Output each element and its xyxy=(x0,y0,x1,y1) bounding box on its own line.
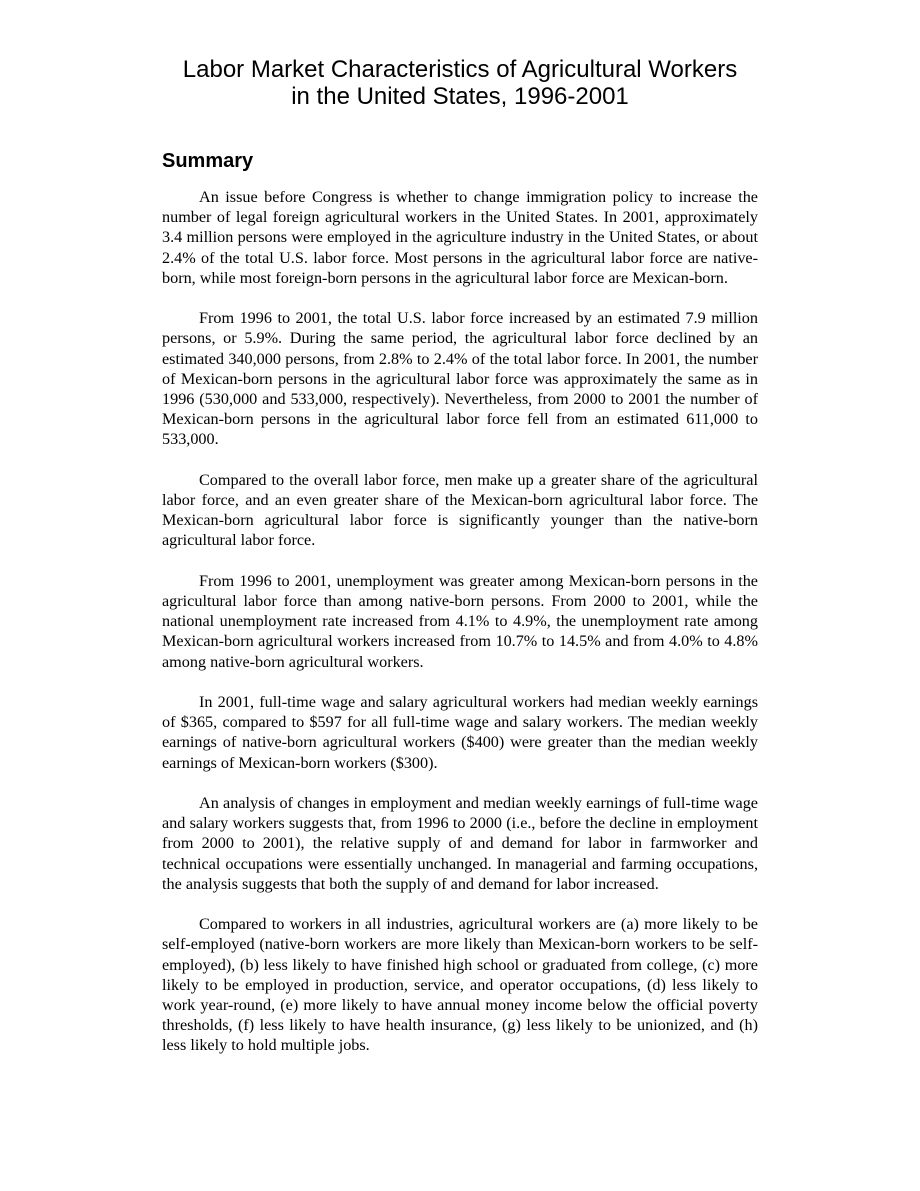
document-title-line-1: Labor Market Characteristics of Agricultural Workers xyxy=(182,56,738,83)
summary-paragraph-2: From 1996 to 2001, the total U.S. labor force increased by an estimated 7.9 million persons, or 5.9%. During the same period, the agricultural labor force declined by an estimated 340,000 persons, from 2.8% to 2.4% of the total labor force. In 2001, the number of Mexican-born persons in the agricultural labor force was approximately the same as in 1996 (530,000 and 533,000, respectively). Nevertheless, from 2000 to 2001 the number of Mexican-born persons in the agricultural labor force fell from an estimated 611,000 to 533,000. xyxy=(162,309,758,449)
document-page xyxy=(162,56,758,1076)
summary-paragraph-5: In 2001, full-time wage and salary agricultural workers had median weekly earnings of $365, compared to $597 for all full-time wage and salary workers. The median weekly earnings of native-born agricultural workers ($400) were greater than the median weekly earnings of Mexican-born workers ($300). xyxy=(162,693,758,772)
summary-paragraph-7: Compared to workers in all industries, agricultural workers are (a) more likely to be self-employed (native-born workers are more likely than Mexican-born workers to be self-employed), (b) less likely to have finished high school or graduated from college, (c) more likely to be employed in production, service, and operator occupations, (d) less likely to work year-round, (e) more likely to have annual money income below the official poverty thresholds, (f) less likely to have health insurance, (g) less likely to be unionized, and (h) less likely to hold multiple jobs. xyxy=(162,915,758,1055)
summary-paragraph-6: An analysis of changes in employment and median weekly earnings of full-time wage and salary workers suggests that, from 1996 to 2000 (i.e., before the decline in employment from 2000 to 2001), the relative supply of and demand for labor in farmworker and technical occupations were essentially unchanged. In managerial and farming occupations, the analysis suggests that both the supply of and demand for labor increased. xyxy=(162,794,758,893)
section-heading-summary: Summary xyxy=(162,150,254,172)
document-title-line-2: in the United States, 1996-2001 xyxy=(291,83,629,110)
summary-paragraph-1: An issue before Congress is whether to change immigration policy to increase the number of legal foreign agricultural workers in the United States. In 2001, approximately 3.4 million persons were employed in the agriculture industry in the United States, or about 2.4% of the total U.S. labor force. Most persons in the agricultural labor force are native-born, while most foreign-born persons in the agricultural labor force are Mexican-born. xyxy=(162,188,758,287)
summary-paragraph-3: Compared to the overall labor force, men make up a greater share of the agricultural labor force, and an even greater share of the Mexican-born agricultural labor force. The Mexican-born agricultural labor force is significantly younger than the native-born agricultural labor force. xyxy=(162,470,758,550)
summary-paragraph-4: From 1996 to 2001, unemployment was greater among Mexican-born persons in the agricultural labor force than among native-born persons. From 2000 to 2001, while the national unemployment rate increased from 4.1% to 4.9%, the unemployment rate among Mexican-born agricultural workers increased from 10.7% to 14.5% and from 4.0% to 4.8% among native-born agricultural workers. xyxy=(162,571,758,671)
document-title xyxy=(162,56,758,110)
